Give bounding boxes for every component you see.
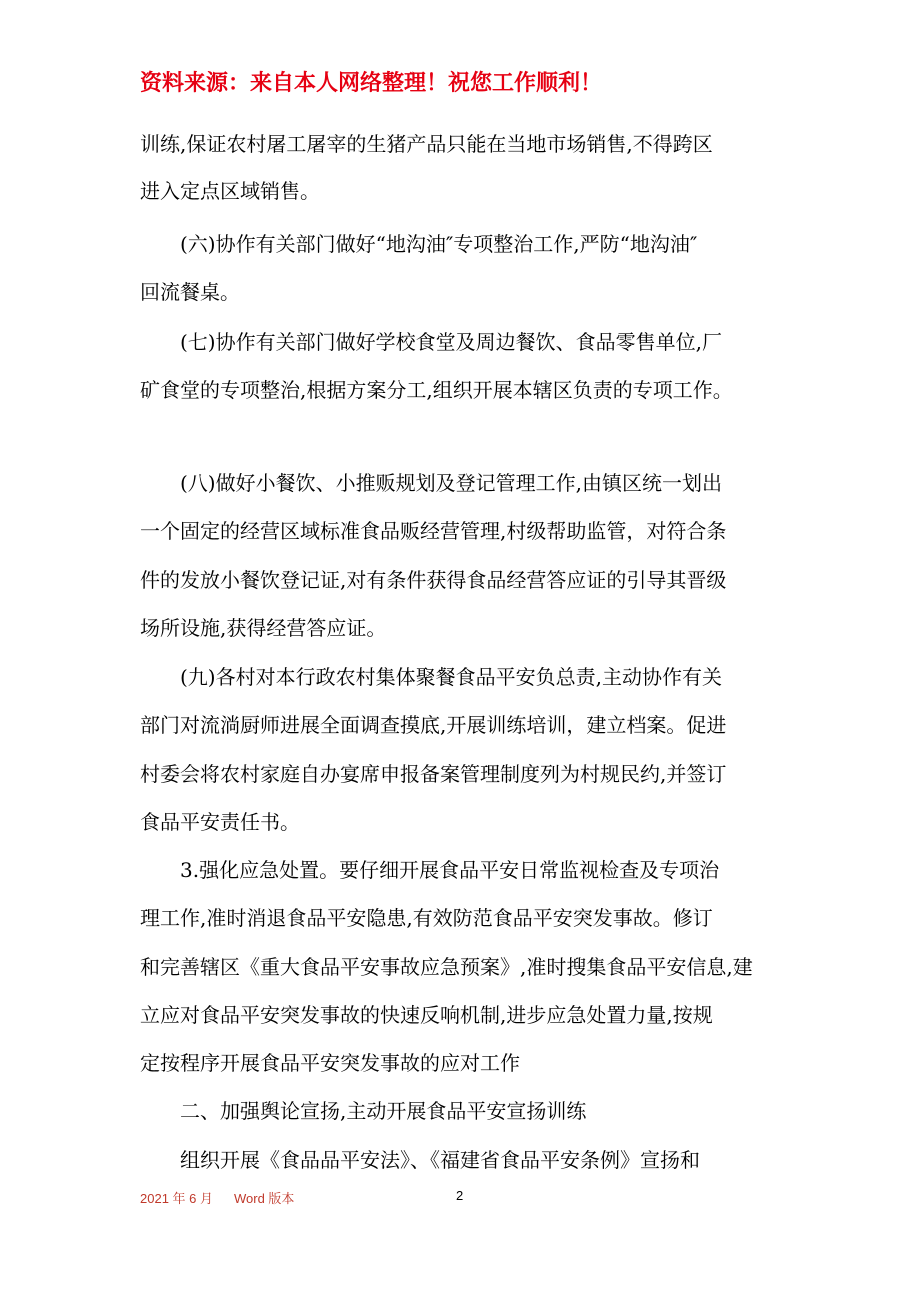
- body-line: 训练,保证农村屠工屠宰的生猪产品只能在当地市场销售,不得跨区: [140, 132, 713, 156]
- body-line: 理工作,准时消退食品平安隐患,有效防范食品平安突发事故。修订: [140, 906, 713, 930]
- footer-version: Word 版本: [234, 1191, 295, 1206]
- body-line: 和完善辖区《重大食品平安事故应急预案》,准时搜集食品平安信息,建: [140, 955, 753, 979]
- body-line: (八)做好小餐饮、小推贩规划及登记管理工作,由镇区统一划出: [180, 471, 722, 495]
- body-line: 组织开展《食品品平安法》、《福建省食品平安条例》宣扬和: [180, 1148, 700, 1172]
- body-line: 回流餐桌。: [140, 280, 240, 304]
- body-line: 进入定点区域销售。: [140, 179, 320, 203]
- body-line: 定按程序开展食品平安突发事故的应对工作: [140, 1051, 520, 1075]
- body-line: (六)协作有关部门做好“地沟油″专项整治工作,严防“地沟油″: [180, 232, 698, 256]
- body-line: 件的发放小餐饮登记证,对有条件获得食品经营答应证的引导其晋级: [140, 568, 727, 592]
- footer-date: 2021 年 6 月: [140, 1191, 213, 1206]
- body-line: 3.强化应急处置。要仔细开展食品平安日常监视检查及专项治: [180, 858, 720, 882]
- body-line: 一个固定的经营区域标准食品贩经营管理,村级帮助监管，对符合条: [140, 519, 727, 543]
- body-line: 二、加强舆论宣扬,主动开展食品平安宣扬训练: [180, 1099, 587, 1123]
- body-line: 村委会将农村家庭自办宴席申报备案管理制度列为村规民约,并签订: [140, 762, 727, 786]
- body-line: 部门对流淌厨师进展全面调查摸底,开展训练培训，建立档案。促进: [140, 713, 727, 737]
- body-line: (九)各村对本行政农村集体聚餐食品平安负总责,主动协作有关: [180, 665, 722, 689]
- body-line: 矿食堂的专项整治,根据方案分工,组织开展本辖区负责的专项工作。: [140, 378, 733, 402]
- body-line: 食品平安责任书。: [140, 810, 300, 834]
- body-line: 立应对食品平安突发事故的快速反响机制,进步应急处置力量,按规: [140, 1003, 713, 1027]
- source-header: 资料来源：来自本人网络整理！祝您工作顺利！: [140, 71, 603, 96]
- body-line: 场所设施,获得经营答应证。: [140, 616, 387, 640]
- body-line: (七)协作有关部门做好学校食堂及周边餐饮、食品零售单位,厂: [180, 330, 722, 354]
- page-number: 2: [456, 1188, 464, 1203]
